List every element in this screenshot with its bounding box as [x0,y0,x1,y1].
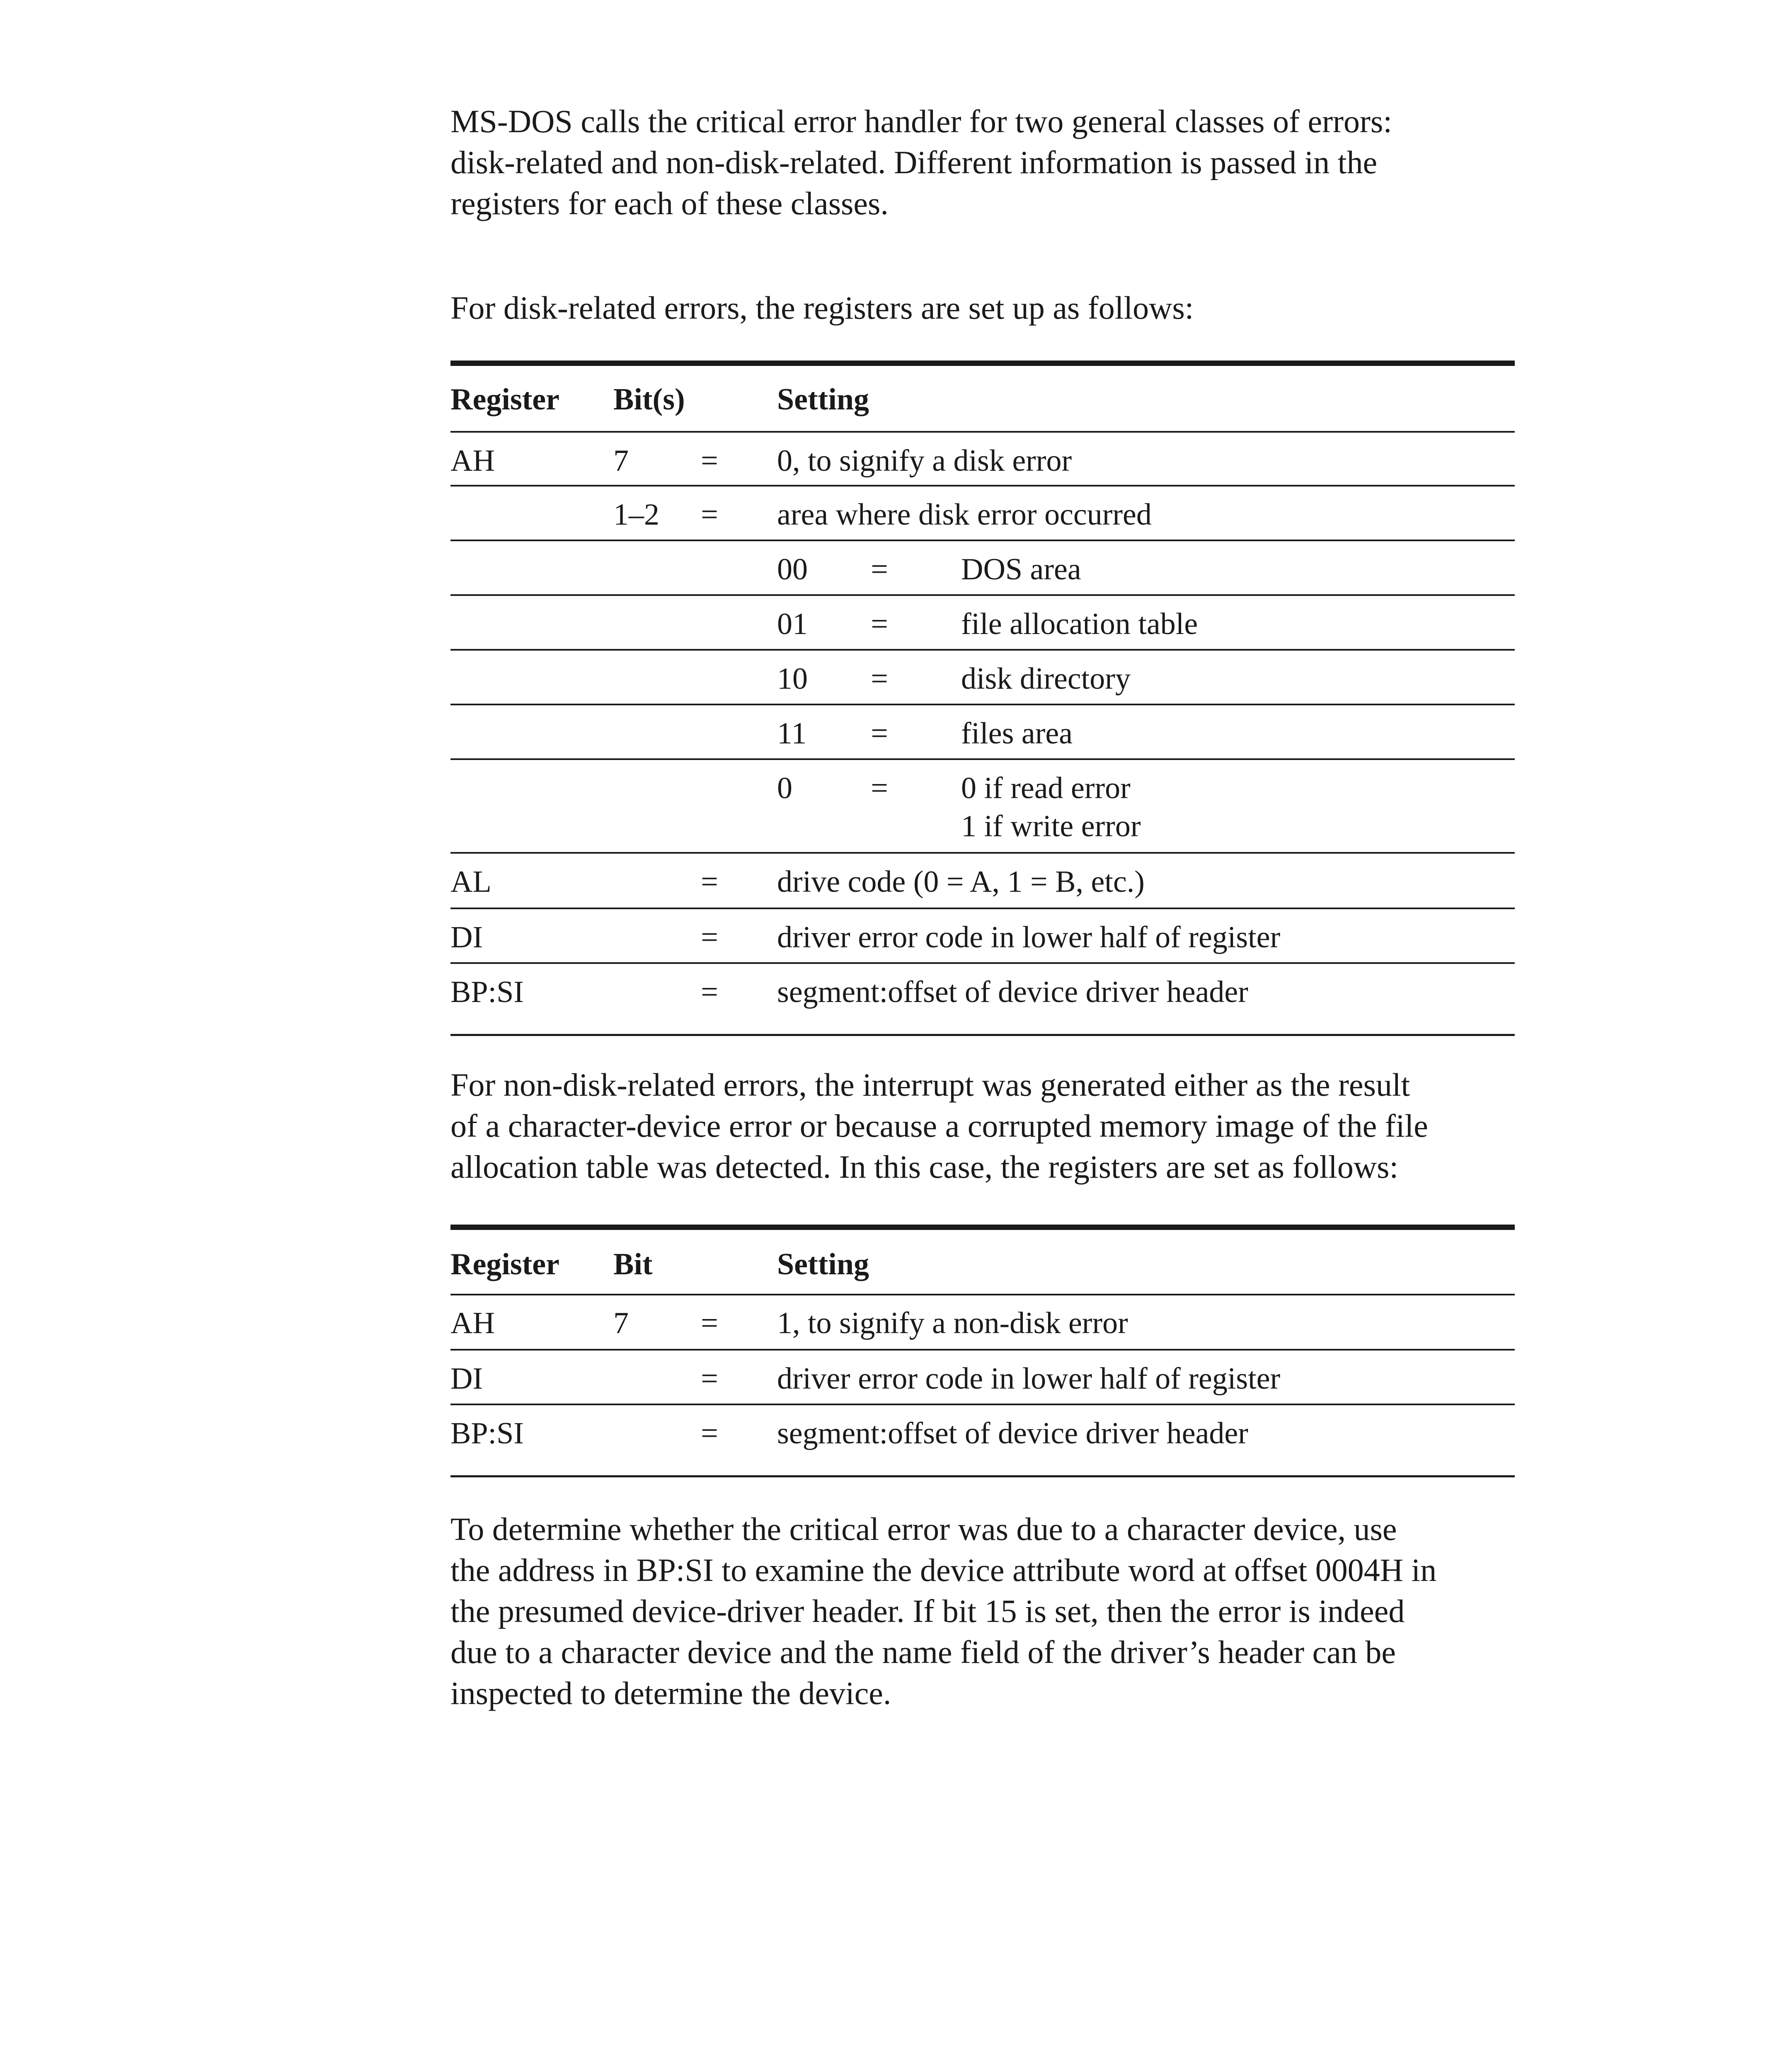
equals-cell: = [701,865,718,899]
text-line: of a character-device error or because a corrupted memory image of the file [450,1108,1428,1144]
equals-cell: = [871,607,888,641]
intro-paragraph [450,101,1515,224]
table-rule [450,540,1515,541]
text-line: due to a character device and the name field of the driver’s header can be [450,1634,1396,1670]
area-code-cell: 11 [777,716,807,750]
setting-cell: driver error code in lower half of register [777,1362,1281,1396]
setting-cell: area where disk error occurred [777,498,1152,532]
register-cell: AH [450,1306,495,1340]
setting-cell: 0, to signify a disk error [777,444,1072,478]
nondisk-error-register-table [450,1225,1515,1481]
text-line: inspected to determine the device. [450,1675,891,1711]
table-top-rule [450,1225,1515,1230]
setting-cell: segment:offset of device driver header [777,1416,1248,1450]
setting-cell: segment:offset of device driver header [777,975,1248,1009]
table-rule [450,594,1515,596]
area-meaning-cell: DOS area [961,552,1081,586]
area-meaning-cell: disk directory [961,662,1131,696]
equals-cell: = [701,1362,718,1396]
header-bit: Bit [613,1247,653,1281]
register-cell: AH [450,444,495,478]
final-paragraph [450,1508,1515,1714]
text-line: For disk-related errors, the registers are set up as follows: [450,290,1194,326]
register-cell: BP:SI [450,975,524,1009]
setting-cell: drive code (0 = A, 1 = B, etc.) [777,865,1145,899]
register-cell: DI [450,1362,483,1396]
equals-cell: = [701,498,718,532]
area-meaning-cell: file allocation table [961,607,1198,641]
table-rule [450,852,1515,854]
equals-cell: = [701,1416,718,1450]
equals-cell: = [871,662,888,696]
table-rule [450,431,1515,433]
table-rule [450,704,1515,705]
text-line: MS-DOS calls the critical error handler for two general classes of errors: [450,103,1392,139]
area-code-cell: 10 [777,662,808,696]
bit-cell: 1–2 [613,498,659,532]
text-line: the address in BP:SI to examine the device attribute word at offset 0004H in [450,1552,1437,1588]
equals-cell: = [701,920,718,954]
setting-cell: 1, to signify a non-disk error [777,1306,1128,1340]
table-top-rule [450,361,1515,366]
bit-cell: 7 [613,444,629,478]
equals-cell: = [701,444,718,478]
equals-cell: = [701,1306,718,1340]
text-line: the presumed device-driver header. If bit 15 is set, then the error is indeed [450,1593,1405,1629]
area-meaning-cell: files area [961,716,1073,750]
table-bottom-rule [450,1475,1515,1477]
register-cell: AL [450,865,492,899]
header-register: Register [450,1247,559,1281]
table-rule [450,962,1515,964]
table-bottom-rule [450,1034,1515,1036]
table-rule [450,1349,1515,1351]
header-register: Register [450,382,559,416]
table-rule [450,758,1515,760]
table-rule [450,485,1515,487]
disk-error-register-table [450,361,1515,1040]
setting-cell: driver error code in lower half of register [777,920,1281,954]
bit-value-cell: 0 [777,771,792,805]
bit-meaning-cell-2: 1 if write error [961,809,1141,843]
header-setting: Setting [777,382,869,416]
text-line: disk-related and non-disk-related. Different information is passed in the [450,144,1378,180]
table-rule [450,1294,1515,1295]
disk-errors-intro [450,287,1515,328]
bit-cell: 7 [613,1306,629,1340]
text-line: allocation table was detected. In this case, the registers are set as follows: [450,1149,1399,1185]
header-bits: Bit(s) [613,382,685,416]
equals-cell: = [871,716,888,750]
text-line: registers for each of these classes. [450,185,889,221]
text-line: For non-disk-related errors, the interrupt was generated either as the result [450,1067,1410,1103]
header-setting: Setting [777,1247,869,1281]
table-rule [450,649,1515,651]
bit-meaning-cell: 0 if read error [961,771,1131,805]
register-cell: BP:SI [450,1416,524,1450]
equals-cell: = [871,771,888,805]
register-cell: DI [450,920,483,954]
equals-cell: = [871,552,888,586]
area-code-cell: 01 [777,607,808,641]
equals-cell: = [701,975,718,1009]
area-code-cell: 00 [777,552,808,586]
table-rule [450,1404,1515,1405]
text-line: To determine whether the critical error was due to a character device, use [450,1511,1397,1547]
table-rule [450,908,1515,909]
nondisk-errors-paragraph [450,1064,1515,1187]
